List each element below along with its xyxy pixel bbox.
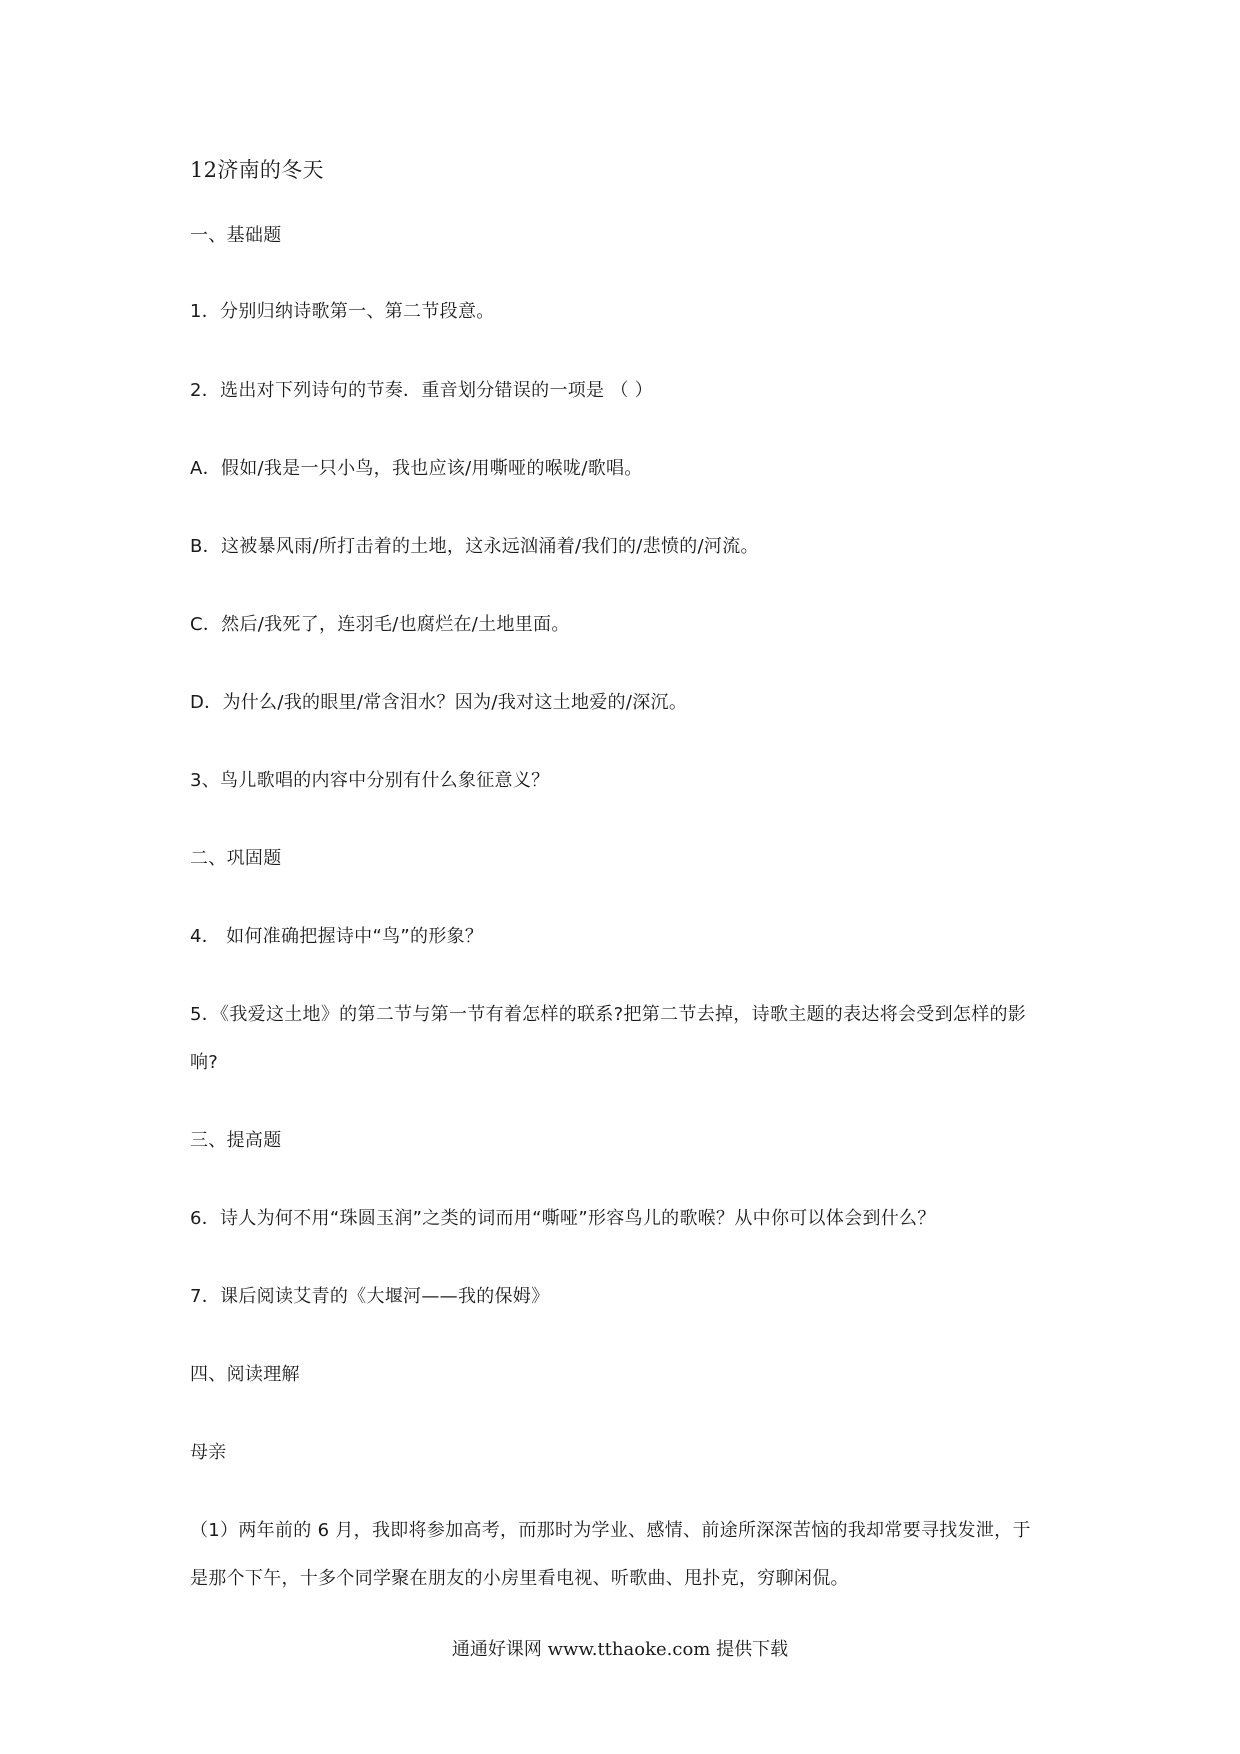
option-d: D．为什么/我的眼里/常含泪水？因为/我对这土地爱的/深沉。 bbox=[190, 692, 688, 713]
question-5-line-2: 响? bbox=[190, 1052, 219, 1073]
section-heading-advanced: 三、提高题 bbox=[190, 1130, 282, 1151]
question-5-line-1: 5．《我爱这土地》的第二节与第一节有着怎样的联系?把第二节去掉，诗歌主题的表达将会受到怎样的影 bbox=[190, 1004, 1027, 1025]
page-footer: 通通好课网 www.tthaoke.com 提供下载 bbox=[451, 1639, 789, 1660]
section-heading-consolidate: 二、巩固题 bbox=[190, 848, 282, 869]
question-1: 1．分别归纳诗歌第一、第二节段意。 bbox=[190, 301, 495, 322]
option-a: A．假如/我是一只小鸟，我也应该/用嘶哑的喉咙/歌唱。 bbox=[190, 458, 643, 479]
section-heading-basic: 一、基础题 bbox=[190, 225, 282, 246]
option-b: B．这被暴风雨/所打击着的土地，这永远汹涌着/我们的/悲愤的/河流。 bbox=[190, 536, 759, 557]
reading-paragraph-1-line-2: 是那个下午，十多个同学聚在朋友的小房里看电视、听歌曲、甩扑克，穷聊闲侃。 bbox=[190, 1568, 849, 1589]
reading-title: 母亲 bbox=[190, 1442, 227, 1463]
question-7: 7．课后阅读艾青的《大堰河——我的保姆》 bbox=[190, 1286, 550, 1307]
question-3: 3、鸟儿歌唱的内容中分别有什么象征意义？ bbox=[190, 770, 550, 791]
question-2: 2．选出对下列诗句的节奏．重音划分错误的一项是 （ ） bbox=[190, 380, 653, 401]
reading-paragraph-1-line-1: （1）两年前的 6 月，我即将参加高考，而那时为学业、感情、前途所深深苦恼的我却常要寻找发泄，于 bbox=[190, 1520, 1031, 1541]
option-c: C．然后/我死了，连羽毛/也腐烂在/土地里面。 bbox=[190, 614, 570, 635]
question-6: 6．诗人为何不用“珠圆玉润”之类的词而用“嘶哑”形容鸟儿的歌喉？从中你可以体会到什么？ bbox=[190, 1208, 936, 1229]
question-4: 4． 如何准确把握诗中“鸟”的形象？ bbox=[190, 926, 484, 947]
section-heading-reading: 四、阅读理解 bbox=[190, 1364, 300, 1385]
document-title: 12济南的冬天 bbox=[190, 158, 324, 182]
